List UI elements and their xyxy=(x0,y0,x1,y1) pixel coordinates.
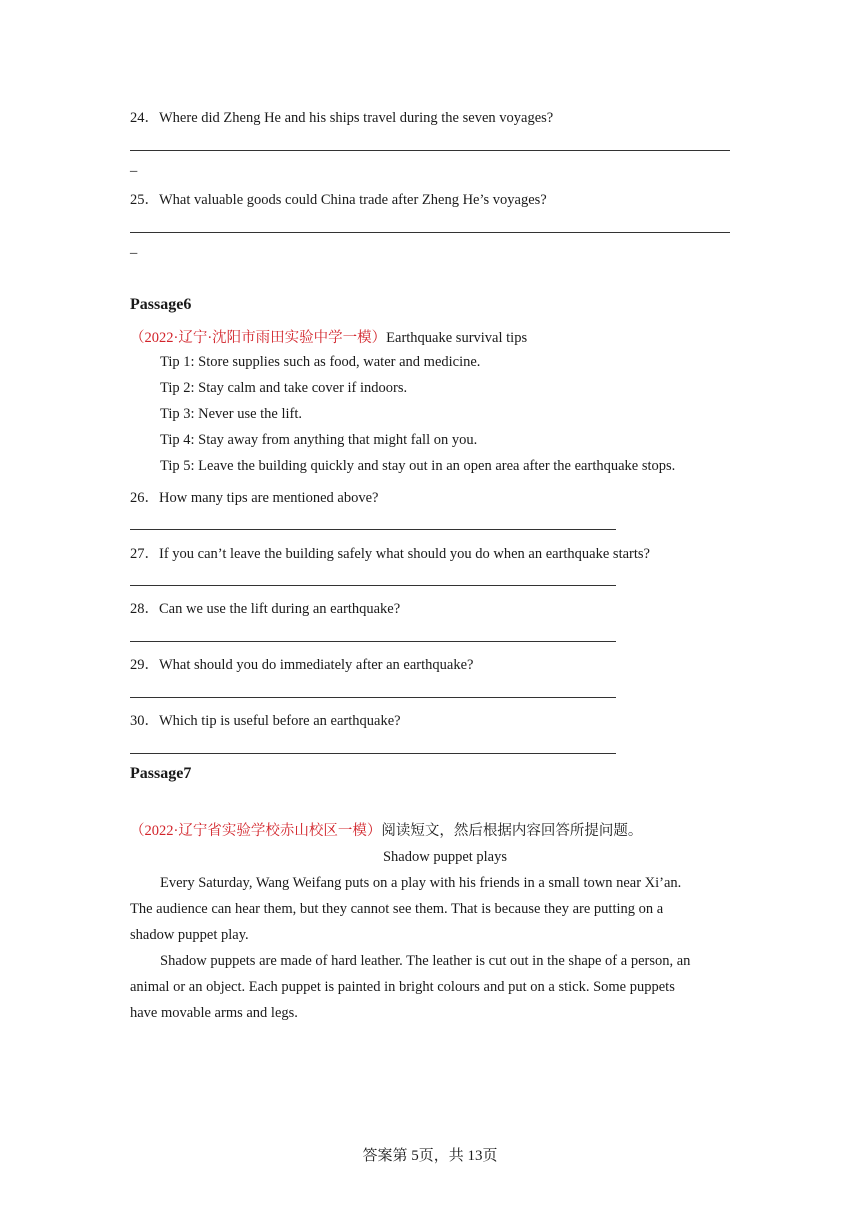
paragraph1-line3: shadow puppet play. xyxy=(130,927,249,943)
paragraph2-line1: Shadow puppets are made of hard leather. The leather is cut out in the shape of a person, an xyxy=(160,953,691,969)
page-footer: 答案第 5页，共 13页 xyxy=(362,1148,498,1164)
question-26 xyxy=(130,486,378,507)
question-number: 29． xyxy=(130,657,159,673)
line-continuation-mark: – xyxy=(130,163,138,179)
answer-line[interactable] xyxy=(130,232,730,233)
tip-5: Tip 5: Leave the building quickly and stay out in an open area after the earthquake stops. xyxy=(160,458,676,474)
passage7-title: Passage7 xyxy=(130,765,192,782)
question-text: Can we use the lift during an earthquake? xyxy=(159,601,401,617)
question-29 xyxy=(130,653,473,674)
answer-line[interactable] xyxy=(130,585,616,586)
answer-line[interactable] xyxy=(130,641,616,642)
passage7-header xyxy=(130,819,642,840)
tip-3: Tip 3: Never use the lift. xyxy=(160,406,303,422)
question-number: 25． xyxy=(130,192,159,208)
passage7-heading: Shadow puppet plays xyxy=(382,849,508,865)
question-28 xyxy=(130,597,400,618)
source-label: （2022·辽宁省实验学校赤山校区一模） xyxy=(130,823,382,839)
question-number: 26． xyxy=(130,490,159,506)
question-text: What should you do immediately after an earthquake? xyxy=(159,657,474,673)
tip-2: Tip 2: Stay calm and take cover if indoors. xyxy=(160,380,408,396)
question-text: What valuable goods could China trade after Zheng He’s voyages? xyxy=(159,192,547,208)
question-text: Which tip is useful before an earthquake? xyxy=(159,713,401,729)
answer-line[interactable] xyxy=(130,529,616,530)
tip-4: Tip 4: Stay away from anything that might fall on you. xyxy=(160,432,478,448)
paragraph1-line2: The audience can hear them, but they cannot see them. That is because they are putting on a xyxy=(130,901,664,917)
question-27 xyxy=(130,542,650,563)
question-text: Where did Zheng He and his ships travel during the seven voyages? xyxy=(159,110,554,126)
answer-line[interactable] xyxy=(130,697,616,698)
paragraph2-line2: animal or an object. Each puppet is painted in bright colours and put on a stick. Some puppets xyxy=(130,979,675,995)
passage6-header xyxy=(130,326,527,347)
question-number: 30． xyxy=(130,713,159,729)
paragraph1-line1: Every Saturday, Wang Weifang puts on a play with his friends in a small town near Xi’an. xyxy=(160,875,682,891)
answer-line[interactable] xyxy=(130,753,616,754)
paragraph2-line3: have movable arms and legs. xyxy=(130,1005,298,1021)
passage7-instruction: 阅读短文，然后根据内容回答所提问题。 xyxy=(381,823,643,839)
answer-line[interactable] xyxy=(130,150,730,151)
question-text: How many tips are mentioned above? xyxy=(159,490,379,506)
question-text: If you can’t leave the building safely what should you do when an earthquake starts? xyxy=(159,546,650,562)
passage6-topic: Earthquake survival tips xyxy=(386,330,528,346)
question-30 xyxy=(130,709,401,730)
question-number: 27． xyxy=(130,546,159,562)
question-25 xyxy=(130,188,547,209)
question-24 xyxy=(130,106,553,127)
line-continuation-mark: – xyxy=(130,245,138,261)
question-number: 24． xyxy=(130,110,159,126)
source-label: （2022·辽宁·沈阳市雨田实验中学一模） xyxy=(130,330,387,346)
tip-1: Tip 1: Store supplies such as food, water and medicine. xyxy=(160,354,481,370)
question-number: 28． xyxy=(130,601,159,617)
passage6-title: Passage6 xyxy=(130,296,192,313)
